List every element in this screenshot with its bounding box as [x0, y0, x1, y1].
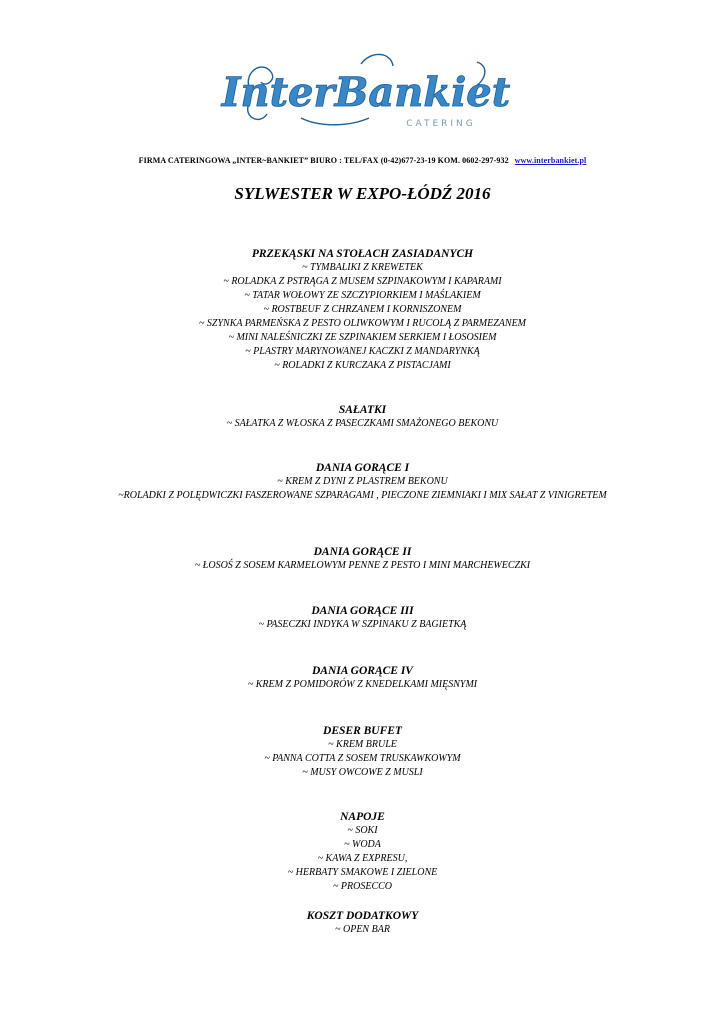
section-heading: DANIA GORĄCE IV: [312, 665, 413, 677]
menu-item: ~ SAŁATKA Z WŁOSKA Z PASECZKAMI SMAŻONEGO BEKONU: [226, 418, 499, 429]
menu-item: ~ROLADKI Z POLĘDWICZKI FASZEROWANE SZPARAGAMI , PIECZONE ZIEMNIAKI I MIX SAŁAT Z VINIGRETEM: [118, 490, 607, 501]
section-heading: SAŁATKI: [338, 404, 387, 416]
company-logo: [221, 36, 511, 142]
menu-item: ~ MUSY OWCOWE Z MUSLI: [302, 767, 423, 778]
section-heading: PRZEKĄSKI NA STOŁACH ZASIADANYCH: [251, 248, 474, 260]
menu-item: ~ PASECZKI INDYKA W SZPINAKU Z BAGIETKĄ: [258, 619, 467, 630]
logo-graphic: [221, 44, 511, 134]
menu-section: [60, 604, 665, 632]
section-heading: NAPOJE: [340, 811, 385, 823]
menu-section: [60, 810, 665, 894]
menu-item: ~ SZYNKA PARMEŃSKA Z PESTO OLIWKOWYM I RUCOLĄ Z PARMEZANEM: [198, 318, 527, 329]
page-title: SYLWESTER W EXPO-ŁÓDŹ 2016: [234, 184, 491, 203]
menu-item: ~ PLASTRY MARYNOWANEJ KACZKI Z MANDARYNKĄ: [245, 346, 480, 357]
menu-item: ~ OPEN BAR: [335, 924, 390, 935]
contact-line: [0, 156, 725, 165]
menu-item: ~ PANNA COTTA Z SOSEM TRUSKAWKOWYM: [264, 753, 461, 764]
menu-item: ~ KREM BRULE: [328, 739, 397, 750]
menu-item: ~ SOKI: [347, 825, 378, 836]
section-heading: DANIA GORĄCE III: [311, 605, 414, 617]
section-heading: DANIA GORĄCE II: [313, 546, 412, 558]
menu-item: ~ TYMBALIKI Z KREWETEK: [302, 262, 423, 273]
section-heading: DESER BUFET: [323, 725, 402, 737]
menu-item: ~ PROSECCO: [332, 881, 393, 892]
menu-item: ~ ROSTBEUF Z CHRZANEM I KORNISZONEM: [263, 304, 462, 315]
contact-details: FIRMA CATERINGOWA „INTER~BANKIET” BIURO : TEL/FAX (0-42)677-23-19 KOM. 0602-297-932: [138, 156, 509, 165]
menu-item: ~ KREM Z POMIDORÓW Z KNEDELKAMI MIĘSNYMI: [247, 679, 478, 690]
menu-section: [60, 403, 665, 431]
menu-item: ~ TATAR WOŁOWY ZE SZCZYPIORKIEM I MAŚLAKIEM: [244, 290, 481, 301]
menu-section: [60, 909, 665, 937]
logo-tagline: CATERING: [406, 119, 476, 129]
menu-item: ~ ROLADKI Z KURCZAKA Z PISTACJAMI: [274, 360, 451, 371]
menu-item: ~ HERBATY SMAKOWE I ZIELONE: [287, 867, 438, 878]
menu-item: ~ KREM Z DYNI Z PLASTREM BEKONU: [277, 476, 448, 487]
menu-item: ~ KAWA Z EXPRESU,: [317, 853, 408, 864]
website-link[interactable]: www.interbankiet.pl: [514, 156, 587, 165]
section-heading: DANIA GORĄCE I: [315, 462, 410, 474]
menu-section: [60, 724, 665, 780]
section-heading: KOSZT DODATKOWY: [306, 910, 419, 922]
menu-section: [60, 247, 665, 373]
menu-item: ~ MINI NALEŚNICZKI ZE SZPINAKIEM SERKIEM I ŁOSOSIEM: [228, 332, 497, 343]
menu-item: ~ WODA: [344, 839, 381, 850]
menu-section: [60, 461, 665, 503]
logo-brand-text: InterBankiet: [221, 69, 511, 116]
menu-section: [60, 545, 665, 573]
menu-section: [60, 664, 665, 692]
menu-item: ~ ŁOSOŚ Z SOSEM KARMELOWYM PENNE Z PESTO I MINI MARCHEWECZKI: [194, 560, 531, 571]
menu-item: ~ ROLADKA Z PSTRĄGA Z MUSEM SZPINAKOWYM I KAPARAMI: [223, 276, 502, 287]
